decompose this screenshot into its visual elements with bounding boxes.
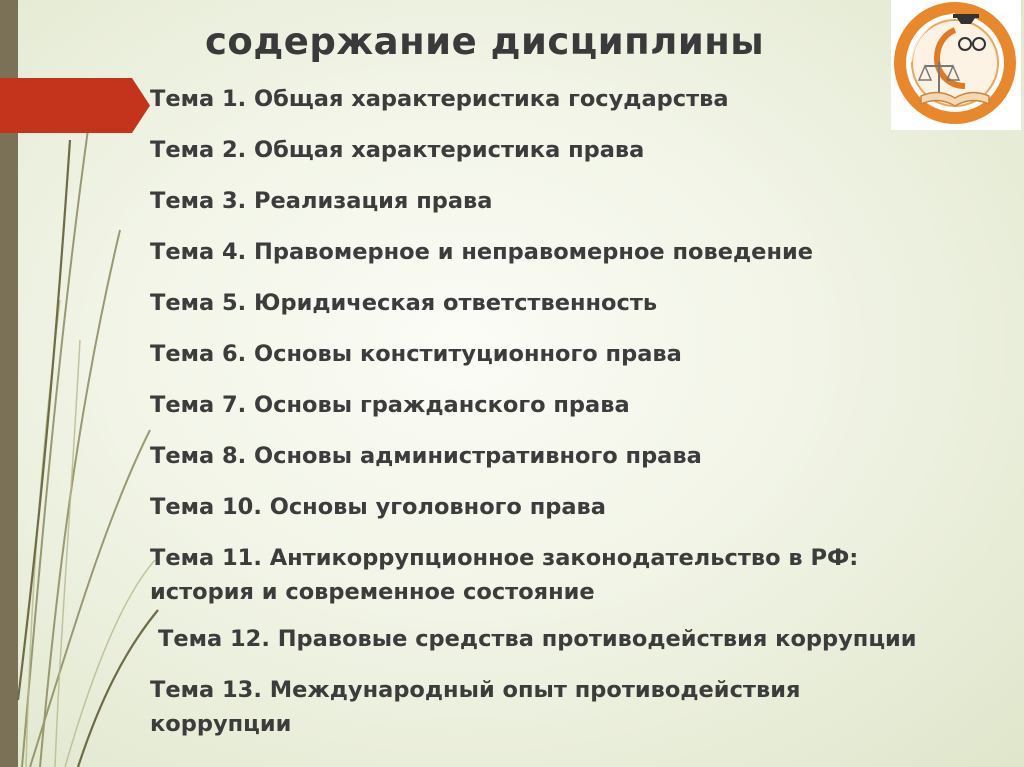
- topics-list: [150, 82, 1020, 754]
- list-item: Тема 12. Правовые средства противодействия коррупции: [158, 626, 917, 652]
- list-item: Тема 1. Общая характеристика государства: [150, 86, 729, 112]
- list-item: Тема 11. Антикоррупционное законодательство в РФ: история и современное состояние: [150, 545, 859, 605]
- list-item: Тема 4. Правомерное и неправомерное поведение: [150, 239, 814, 265]
- list-item: Тема 2. Общая характеристика права: [150, 137, 645, 163]
- list-item: Тема 10. Основы уголовного права: [150, 494, 606, 520]
- slide-title: содержание дисциплины: [205, 20, 765, 63]
- list-item: Тема 5. Юридическая ответственность: [150, 290, 658, 316]
- list-item: Тема 8. Основы административного права: [150, 443, 702, 469]
- list-item: Тема 13. Международный опыт противодействия коррупции: [150, 677, 801, 737]
- red-arrow-shape: [0, 78, 150, 133]
- list-item: Тема 7. Основы гражданского права: [150, 392, 630, 418]
- list-item: Тема 6. Основы конституционного права: [150, 341, 682, 367]
- list-item: Тема 3. Реализация права: [150, 188, 493, 214]
